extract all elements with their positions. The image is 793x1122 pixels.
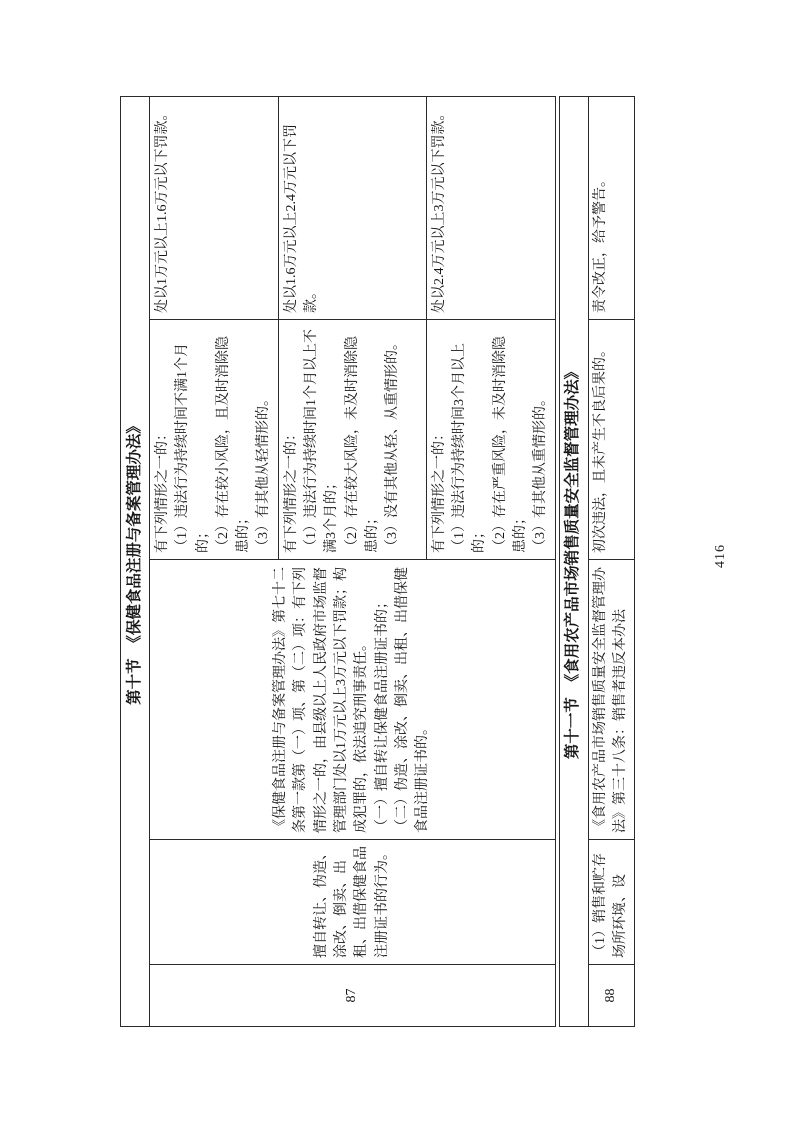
row-87-tier-3-circumstances <box>426 320 555 560</box>
circumstance-line: （3）有其他从轻情形的。 <box>256 392 272 553</box>
section-10-title: 第十节 《保健食品注册与备案管理办法》 <box>121 96 150 1026</box>
row-87-tier-1 <box>150 96 279 1026</box>
circumstance-line: （1）违法行为持续时间不满1个月的； <box>175 343 211 553</box>
row-87-tier-2-penalty: 处以1.6万元以上2.4万元以下罚款。 <box>278 96 426 319</box>
row-87-violation: 擅自转让、伪造、涂改、倒卖、出租、出借保健食品注册证书的行为。 <box>150 840 556 965</box>
circumstance-line: 有下列情形之一的： <box>283 427 299 553</box>
section-10-table <box>120 96 556 1027</box>
row-88 <box>588 96 635 1026</box>
row-87-tier-1-circumstances <box>150 320 279 560</box>
circumstance-line: （2）存在较小风险，且及时消除隐患的； <box>215 336 252 553</box>
section-11-header-row <box>559 96 588 1026</box>
row-87-tier-3-penalty: 处以2.4万元以上3万元以下罚款。 <box>426 96 555 319</box>
legal-basis-paragraph: 《保健食品注册与备案管理办法》第七十二条第一款第（一）项、第（二）项：有下列情形之一的，由县级以上人民政府市场监督管理部门处以1万元以上3万元以下罚款；构成犯罪的，依法追究刑事责任。 <box>273 567 370 833</box>
row-87-number: 87 <box>150 965 556 1027</box>
circumstance-line: （3）没有其他从轻、从重情形的。 <box>385 336 401 553</box>
circumstance-line: （2）存在较大风险，未及时消除隐患的； <box>344 336 380 553</box>
row-87-tier-2-circumstances <box>278 320 426 560</box>
penalty-text: 责令改正，给予警告。 <box>592 173 608 313</box>
row-number-text: 88 <box>602 988 618 1003</box>
row-88-violation <box>588 840 635 965</box>
row-88-circumstances <box>588 320 635 560</box>
section-11-title: 第十一节 《食用农产品市场销售质量安全监督管理办法》 <box>559 96 588 1026</box>
rotated-table-stage <box>120 97 626 1027</box>
circumstance-line: 初次违法，且未产生不良后果的。 <box>592 343 608 553</box>
circumstance-line: （1）违法行为持续时间3个月以上的； <box>452 343 488 553</box>
page-number: 416 <box>713 544 728 568</box>
legal-basis-text: 《食用农产品市场销售质量安全监督管理办法》第三十八条：销售者违反本办法 <box>592 567 628 833</box>
circumstance-line: （1）违法行为持续时间1个月以上不满3个月的； <box>304 329 340 553</box>
row-87-tier-1-penalty: 处以1万元以上1.6万元以下罚款。 <box>150 96 279 319</box>
row-88-penalty <box>588 96 635 319</box>
legal-basis-paragraph: （二）伪造、涂改、倒卖、出租、出借保健食品注册证书的。 <box>394 567 431 833</box>
row-88-legal-basis <box>588 560 635 840</box>
violation-text: （1）销售和贮存场所环境、设 <box>592 853 628 958</box>
row-88-number <box>588 965 635 1027</box>
section-10-header-row <box>121 96 150 1026</box>
circumstance-line: （2）存在严重风险，未及时消除隐患的； <box>492 336 528 553</box>
circumstance-line: （3）有其他从重情形的。 <box>533 392 549 553</box>
section-11-table <box>559 96 636 1027</box>
circumstance-line: 有下列情形之一的： <box>155 427 170 553</box>
legal-basis-paragraph: （一）擅自转让保健食品注册证书的； <box>374 595 390 833</box>
row-87-legal-basis <box>150 560 556 840</box>
circumstance-line: 有下列情形之一的： <box>431 427 447 553</box>
